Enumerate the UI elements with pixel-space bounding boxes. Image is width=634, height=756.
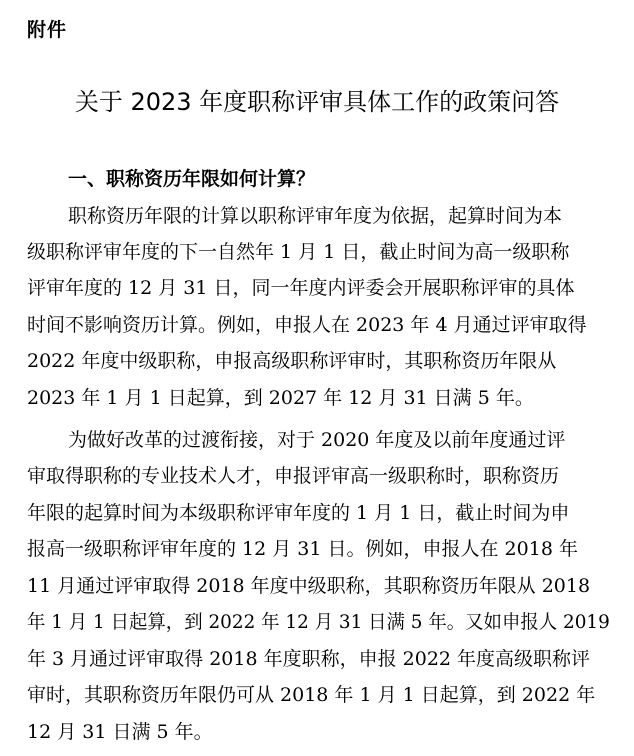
paragraph-line: 年限的起算时间为本级职称评审年度的 1 月 1 日，截止时间为申 — [27, 502, 570, 524]
paragraph-line: 年 3 月通过评审取得 2018 年度职称，申报 2022 年度高级职称评 — [27, 648, 591, 670]
paragraph-line: 11 月通过评审取得 2018 年度中级职称，其职称资历年限从 2018 — [27, 575, 591, 597]
paragraph-line: 2023 年 1 月 1 日起算，到 2027 年 12 月 31 日满 5 年。 — [27, 387, 534, 409]
paragraph-line: 级职称评审年度的下一自然年 1 月 1 日，截止时间为高一级职称 — [27, 241, 570, 263]
paragraph-line: 职称资历年限的计算以职称评审年度为依据，起算时间为本 — [68, 205, 563, 227]
paragraph-line: 时间不影响资历计算。例如，申报人在 2023 年 4 月通过评审取得 — [27, 314, 587, 336]
paragraph-line: 2022 年度中级职称，申报高级职称评审时，其职称资历年限从 — [27, 350, 557, 372]
section-heading: 一、职称资历年限如何计算？ — [68, 168, 316, 190]
paragraph-line: 审取得职称的专业技术人才，申报评审高一级职称时，职称资历 — [27, 465, 560, 487]
paragraph-line: 审时，其职称资历年限仍可从 2018 年 1 月 1 日起算，到 2022 年 — [27, 684, 596, 706]
paragraph-line: 评审年度的 12 月 31 日，同一年度内评委会开展职称评审的具体 — [27, 277, 575, 299]
attachment-label: 附件 — [27, 19, 68, 41]
paragraph-line: 为做好改革的过渡衔接，对于 2020 年度及以前年度通过评 — [68, 429, 566, 451]
paragraph-line: 12 月 31 日满 5 年。 — [27, 721, 213, 743]
document-title: 关于 2023 年度职称评审具体工作的政策问答 — [74, 88, 560, 116]
paragraph-line: 报高一级职称评审年度的 12 月 31 日。例如，申报人在 2018 年 — [27, 538, 578, 560]
paragraph-line: 年 1 月 1 日起算，到 2022 年 12 月 31 日满 5 年。又如申报人 2019 — [27, 611, 610, 633]
